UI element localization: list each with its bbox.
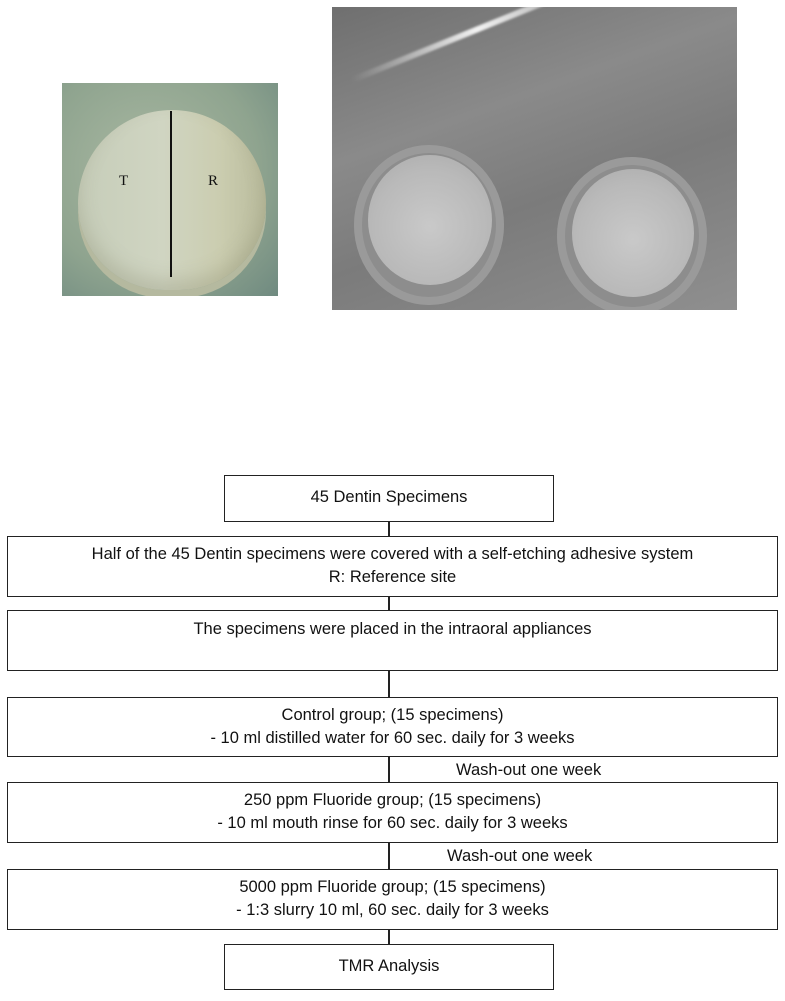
- divider-line: [170, 111, 172, 277]
- specimen-photo: [62, 83, 278, 296]
- step-appliance: [7, 610, 778, 671]
- specimen-right: [572, 169, 694, 297]
- connector: [388, 756, 390, 782]
- connector: [388, 596, 390, 610]
- step-text: Control group; (15 specimens): [281, 706, 504, 724]
- test-site-label: T: [119, 173, 129, 189]
- reference-site-label: R: [208, 173, 219, 189]
- step-text: TMR Analysis: [338, 957, 440, 975]
- connector: [388, 842, 390, 869]
- step-text: - 10 ml distilled water for 60 sec. daily for 3 weeks: [210, 729, 575, 747]
- connector: [388, 929, 390, 944]
- washout-annotation: Wash-out one week: [456, 761, 602, 779]
- step-text: The specimens were placed in the intraoral appliances: [193, 620, 592, 638]
- step-text: 45 Dentin Specimens: [310, 488, 468, 506]
- dentin-disc: [78, 110, 266, 290]
- glare-highlight: [351, 7, 604, 83]
- step-text: 250 ppm Fluoride group; (15 specimens): [243, 791, 542, 809]
- step-text: Half of the 45 Dentin specimens were covered with a self-etching adhesive system: [91, 545, 694, 563]
- step-5000ppm-group: [7, 869, 778, 930]
- step-tmr-analysis: [224, 944, 554, 990]
- step-text: - 1:3 slurry 10 ml, 60 sec. daily for 3 weeks: [236, 901, 549, 919]
- step-250ppm-group: [7, 782, 778, 843]
- appliance-photo: [332, 7, 737, 310]
- washout-annotation: Wash-out one week: [447, 847, 593, 865]
- connector: [388, 670, 390, 697]
- step-text: R: Reference site: [328, 568, 457, 586]
- connector: [388, 521, 390, 536]
- step-text: 5000 ppm Fluoride group; (15 specimens): [239, 878, 546, 896]
- step-control-group: [7, 697, 778, 757]
- step-adhesive: [7, 536, 778, 597]
- step-text: - 10 ml mouth rinse for 60 sec. daily for 3 weeks: [217, 814, 568, 832]
- specimen-left: [368, 155, 492, 285]
- step-specimens: [224, 475, 554, 522]
